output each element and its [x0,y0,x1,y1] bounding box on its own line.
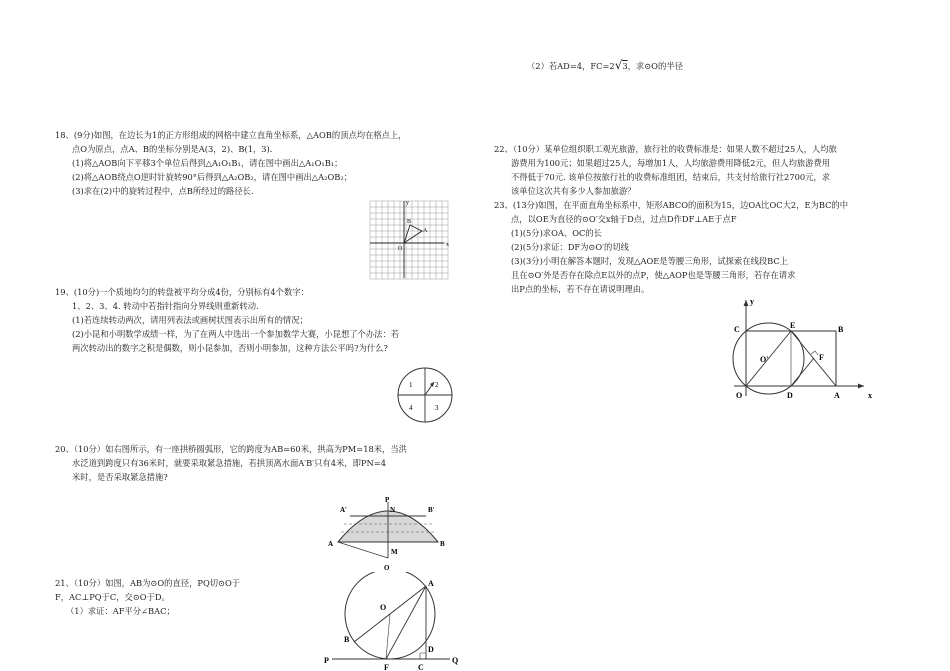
q23-line: 且在⊙O′外是否存在除点E以外的点P，使△AOP也是等腰三角形，若存在请求 [511,270,796,280]
q23-line: (3)(3分)小明在解答本题时，发现△AOE是等腰三角形，试探索在线段BC上 [511,256,789,266]
q20-a1-label: A′ [340,506,348,514]
q21-a-label: A [428,579,434,588]
q23-x-label: x [868,391,872,400]
spinner-number-1: 1 [409,381,413,389]
q20-line: 米时，是否采取紧急措施? [72,472,168,482]
q22-line: 22、（10分）某单位组织职工观光旅游，旅行社的收费标准是：如果人数不超过25人，人均旅 [494,144,837,154]
q23-line: 点，以OE为直径的⊙O′交x轴于D点，过点D作DF⊥AE于点F [511,214,737,224]
q21-o-label: O [380,603,387,612]
q18-o-label: O [398,246,403,252]
q18-line: 点O为原点，点A、B的坐标分别是A(3，2)、B(1，3). [72,144,273,154]
q20-o-label: O [384,564,390,572]
q21-p-label: P [324,656,329,665]
spinner-number-4: 4 [409,404,413,412]
q23-o-label: O [736,391,743,400]
q23-a-label: A [834,391,840,400]
q-part2-line [527,58,683,74]
q18-line: (1)将△AOB向下平移3个单位后得到△A₁O₁B₁，请在图中画出△A₁O₁B₁； [72,158,343,168]
q18-b-label: B [407,219,412,225]
q22-line: 不得低于70元. 该单位按旅行社的收费标准组团，结束后，共支付给旅行社2700元，求 [511,172,831,182]
q20-b-label: B [440,540,445,548]
q23-y-label: y [750,297,754,306]
q23-line: 出P点的坐标，若不存在请说明理由。 [511,284,650,294]
spinner-figure [394,364,456,426]
q20-p-label: P [385,496,390,504]
q21-line: 21、（10分）如图，AB为⊙O的直径，PQ切⊙O于 [55,578,241,588]
q20-m-label: M [391,548,398,556]
q18-line: (2)将△AOB绕点O逆时针旋转90°后得到△A₂OB₂，请在图中画出△A₂OB₂； [72,172,353,182]
q23-b-label: B [838,325,844,334]
q18-x-label: x [446,242,449,248]
q-part2-sqrt-value: 3 [622,61,628,71]
q18-line: (3)求在(2)中的旋转过程中，点B所经过的路径长. [72,186,254,196]
triangle-aob [404,225,422,243]
arch-bridge-figure [316,494,466,572]
q20-b1-label: B′ [428,506,435,514]
q18-grid-figure [364,196,454,284]
q-part2-pre: （2）若AD=4，FC=2 [527,61,615,71]
q23-coordinate-figure [724,296,884,406]
q-part2-post: ，求⊙O的半径 [627,61,683,71]
q21-circle-figure [322,572,462,671]
q19-line: 19、(10分)一个质地均匀的转盘被平均分成4份，分别标有4个数字： [55,287,309,297]
q23-e-label: E [790,321,796,330]
q19-line: 两次转动出的数字之积是偶数，则小昆参加，否则小明参加，这种方法公平吗?为什么? [72,343,388,353]
q23-line: 23、(13分)如图，在平面直角坐标系中，矩形ABCO的面积为15，边OA比OC大2，E为BC的中 [494,200,849,210]
spinner-number-3: 3 [435,404,439,412]
q23-line: (2)(5分)求证：DF为⊙O′的切线 [511,242,629,252]
q22-line: 游费用为100元；如果超过25人，每增加1人，人均旅游费用降低2元，但人均旅游费用 [511,158,831,168]
q19-line: 1、2、3、4. 转动中若指针指向分界线则重新转动. [72,301,259,311]
spinner-number-2: 2 [435,381,439,389]
q22-line: 该单位这次共有多少人参加旅游？ [511,186,636,196]
q18-a-label: A [423,228,428,234]
q20-line: 水泛道到跨度只有36米时，就要采取紧急措施，若拱顶离水面A′B′只有4米，即PN=4 [72,458,386,468]
q18-line: 18、(9分)如图，在边长为1的正方形组成的网格中建立直角坐标系，△AOB的顶点均在格点上， [55,130,407,140]
q21-q-label: Q [452,656,459,665]
q19-line: (1)若连续转动两次，请用列表法或画树状图表示出所有的情况； [72,315,308,325]
q21-line: （1）求证：AF平分∠BAC； [66,606,175,616]
q23-c-label: C [734,325,740,334]
q23-d-label: D [787,391,793,400]
q21-c-label: C [418,663,424,671]
q18-y-label: y [406,200,409,206]
q23-f-label: F [819,353,824,362]
q20-n-label: N [390,506,396,514]
q21-f-label: F [384,663,389,671]
q20-a-label: A [328,540,334,548]
q21-d-label: D [428,645,434,654]
q19-line: (2)小昆和小明数学成绩一样，为了在两人中选出一个参加数学大赛，小昆想了个办法：若 [72,329,400,339]
q21-b-label: B [344,635,350,644]
q23-o1-label: O′ [760,355,769,364]
q23-line: (1)(5分)求OA、OC的长 [511,228,602,238]
q21-line: F，AC⊥PQ于C，交⊙O于D。 [55,592,170,602]
sqrt-sign: √ [614,58,623,72]
q20-line: 20、（10分）如右图所示，有一座拱桥圆弧形，它的跨度为AB=60米，拱高为PM=18米，当洪 [55,444,407,454]
